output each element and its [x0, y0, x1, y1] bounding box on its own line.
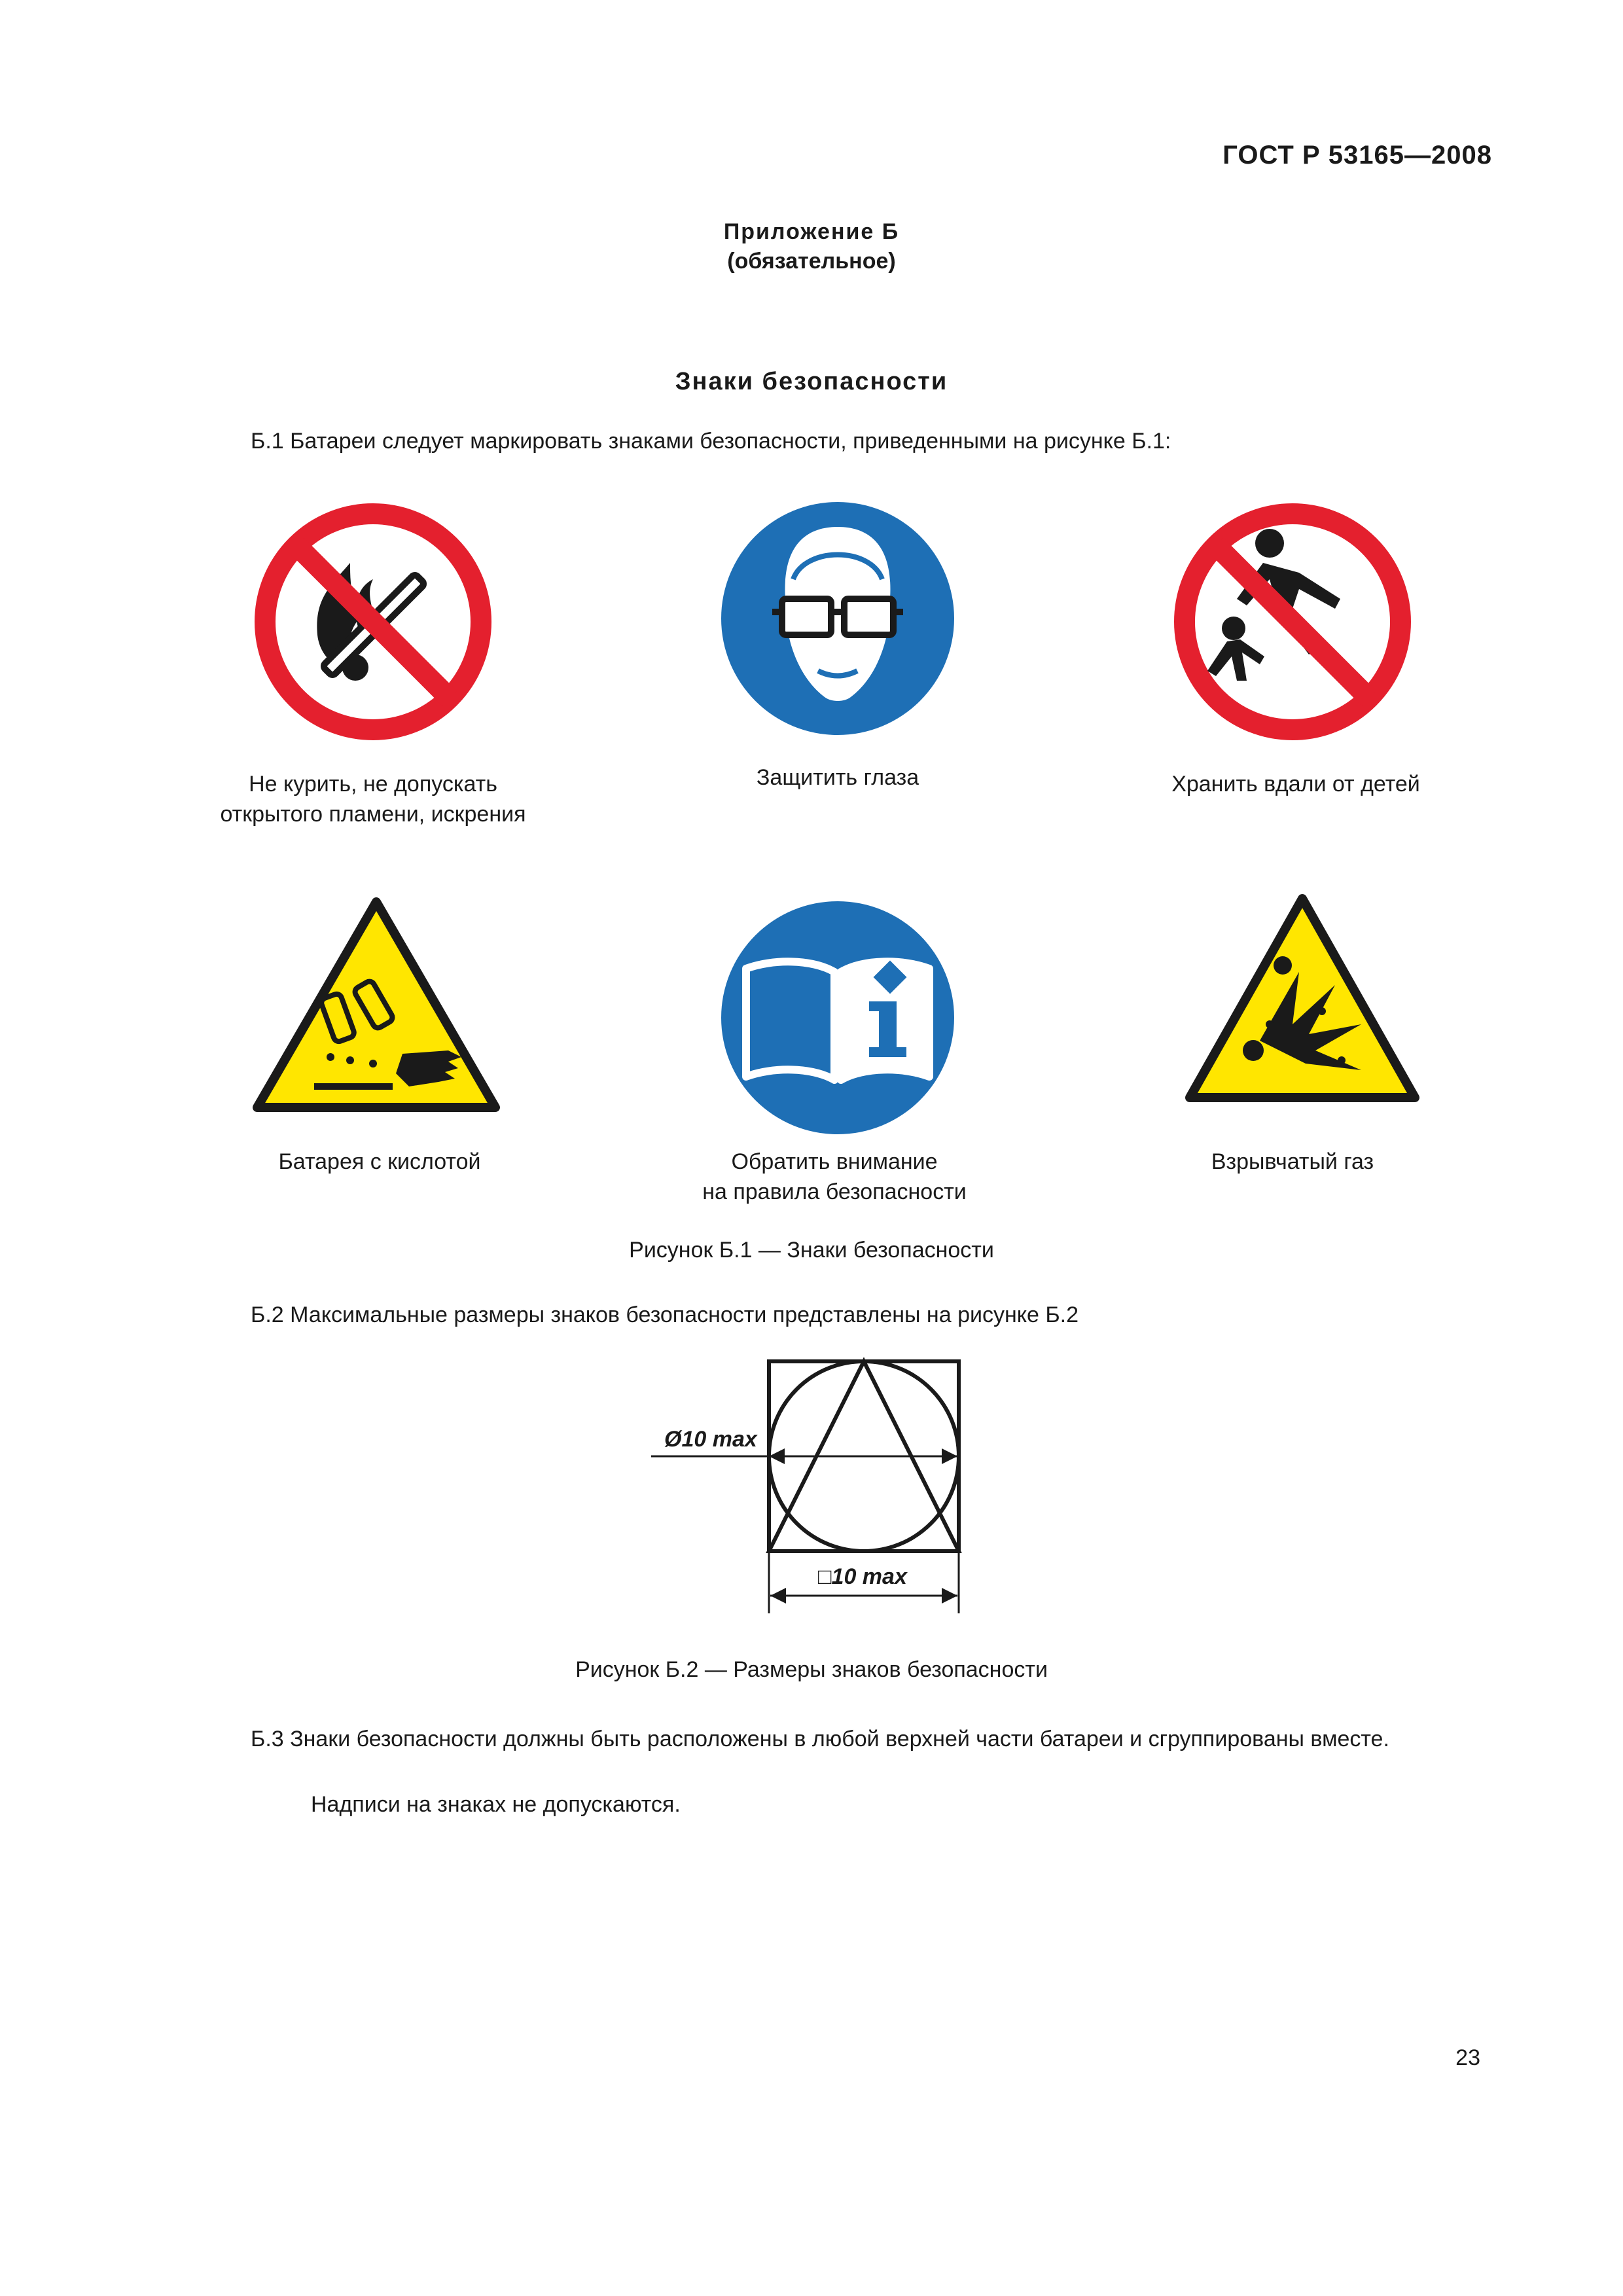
caption-line: Хранить вдали от детей: [1171, 772, 1420, 797]
caption-sign-1: [177, 769, 569, 829]
paragraph-b1: Б.1 Батареи следует маркировать знаками безопасности, приведенными на рисунке Б.1:: [251, 429, 1171, 454]
dimension-diagram: [645, 1348, 972, 1623]
caption-line: на правила безопасности: [702, 1179, 967, 1204]
caption-line: открытого пламени, искрения: [220, 802, 526, 827]
explosive-gas-icon: [1185, 893, 1420, 1103]
paragraph-b3-note: Надписи на знаках не допускаются.: [311, 1792, 681, 1817]
figure2-caption: Рисунок Б.2 — Размеры знаков безопасности: [575, 1657, 1048, 1682]
standard-code: ГОСТ Р 53165—2008: [1222, 141, 1492, 170]
appendix-subtitle: (обязательное): [727, 249, 896, 274]
caption-line: Не курить, не допускать: [249, 772, 497, 797]
caption-line: Батарея с кислотой: [278, 1149, 481, 1174]
diameter-label: Ø10 max: [664, 1427, 757, 1452]
corrosive-acid-icon: [252, 897, 501, 1113]
section-title: Знаки безопасности: [675, 368, 948, 395]
caption-sign-5: [638, 1147, 1031, 1207]
no-smoking-no-flame-icon: [252, 501, 494, 743]
keep-away-from-children-icon: [1171, 501, 1414, 743]
paragraph-b3: Б.3 Знаки безопасности должны быть расположены в любой верхней части батареи и сгруппированы вместе.: [251, 1727, 1389, 1751]
square-size-label: □10 max: [818, 1564, 907, 1589]
caption-sign-6: [1096, 1147, 1489, 1177]
page-number: 23: [1455, 2045, 1480, 2070]
figure1-caption: Рисунок Б.1 — Знаки безопасности: [629, 1238, 994, 1263]
caption-line: Обратить внимание: [731, 1149, 938, 1174]
caption-line: Защитить глаза: [756, 765, 919, 790]
eye-protection-icon: [720, 501, 955, 736]
caption-sign-4: [183, 1147, 576, 1177]
paragraph-b2: Б.2 Максимальные размеры знаков безопасности представлены на рисунке Б.2: [251, 1302, 1079, 1327]
caption-sign-3: [1099, 769, 1492, 799]
caption-line: Взрывчатый газ: [1211, 1149, 1374, 1174]
read-instructions-icon: [720, 900, 955, 1136]
appendix-title: Приложение Б: [723, 219, 900, 244]
caption-sign-2: [641, 762, 1034, 793]
